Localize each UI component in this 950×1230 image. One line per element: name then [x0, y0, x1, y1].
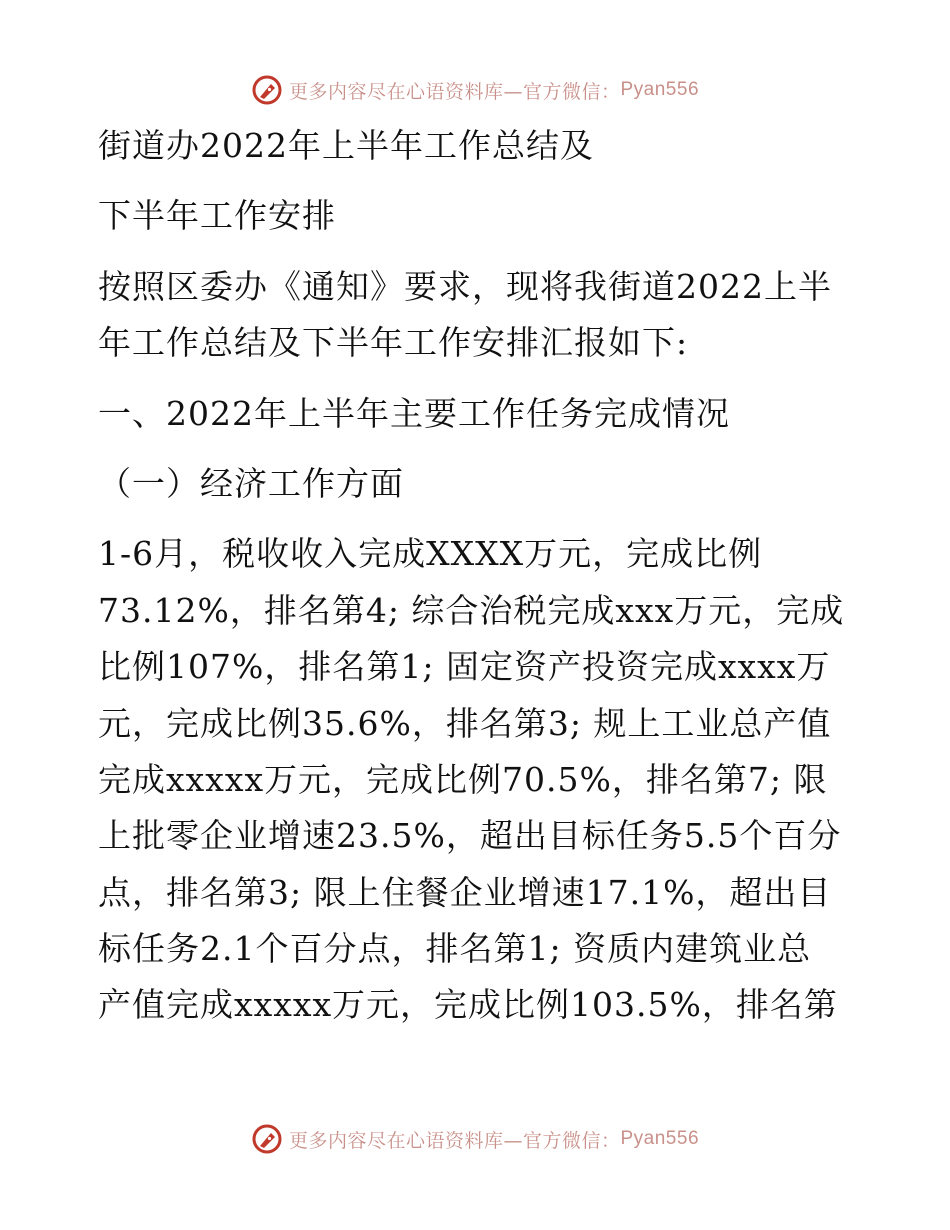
watermark-text: 更多内容尽在心语资料库—官方微信： [288, 80, 621, 103]
intro-line: 按照区委办《通知》要求，现将我街道2022上半 [98, 266, 832, 306]
paragraph-line: 上批零企业增速23.5%，超出目标任务5.5个百分 [98, 816, 842, 856]
watermark-text: 更多内容尽在心语资料库—官方微信： [288, 1129, 621, 1152]
pen-nib-circle-icon [251, 1123, 283, 1155]
paragraph-line: 点，排名第3; 限上住餐企业增速17.1%，超出目 [98, 872, 832, 912]
watermark-wechat-id: Pyan556 [620, 79, 700, 100]
watermark-header [0, 70, 950, 110]
title-line-2: 下半年工作安排 [98, 196, 336, 236]
paragraph-line: 1-6月，税收收入完成XXXX万元，完成比例 [98, 534, 763, 574]
paragraph-line: 元，完成比例35.6%，排名第3; 规上工业总产值 [98, 703, 832, 743]
paragraph-line: 73.12%，排名第4; 综合治税完成xxx万元，完成 [98, 590, 845, 630]
section-heading: 一、2022年上半年主要工作任务完成情况 [98, 393, 730, 433]
document-body [98, 118, 850, 1034]
paragraph-line: 比例107%，排名第1; 固定资产投资完成xxxx万 [98, 647, 831, 687]
watermark-footer [0, 1119, 950, 1159]
watermark-wechat-id: Pyan556 [620, 1128, 700, 1149]
intro-line: 年工作总结及下半年工作安排汇报如下: [98, 323, 689, 363]
subsection-heading: （一）经济工作方面 [98, 463, 404, 503]
paragraph-line: 标任务2.1个百分点，排名第1; 资质内建筑业总 [98, 929, 812, 969]
paragraph-line: 产值完成xxxxx万元，完成比例103.5%，排名第 [98, 985, 838, 1025]
title-line-1: 街道办2022年上半年工作总结及 [98, 126, 594, 165]
paragraph-line: 完成xxxxx万元，完成比例70.5%，排名第7; 限 [98, 759, 828, 799]
pen-nib-circle-icon [251, 74, 283, 106]
